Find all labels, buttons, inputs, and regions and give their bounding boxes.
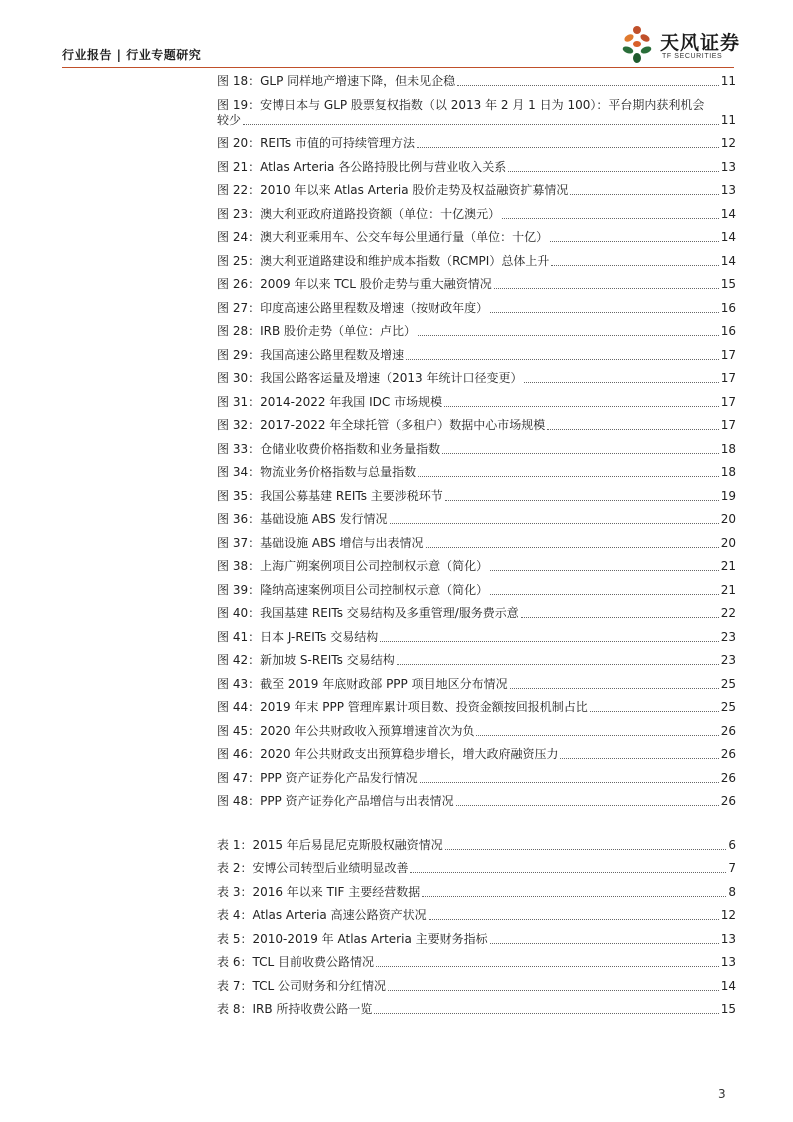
toc-entry-figure-43[interactable] bbox=[217, 677, 736, 692]
dot-leader bbox=[406, 359, 719, 360]
toc-entry-label: 图 32：2017-2022 年全球托管（多租户）数据中心市场规模 bbox=[217, 418, 546, 432]
logo-petal-icon bbox=[620, 24, 654, 66]
toc-page-number: 15 bbox=[720, 1002, 736, 1016]
toc-entry-figure-27[interactable] bbox=[217, 301, 736, 316]
toc-entry-label: 图 41：日本 J-REITs 交易结构 bbox=[217, 629, 379, 644]
toc-page-number: 11 bbox=[720, 74, 736, 88]
dot-leader bbox=[374, 1013, 718, 1014]
toc-page-number: 23 bbox=[720, 629, 736, 644]
toc-page-number: 8 bbox=[728, 884, 736, 899]
toc-entry-label: 表 2：安博公司转型后业绩明显改善 bbox=[217, 861, 409, 875]
toc-entry-figure-34[interactable] bbox=[217, 465, 736, 480]
toc-entry-figure-25[interactable] bbox=[217, 254, 736, 269]
toc-entry-figure-26[interactable] bbox=[217, 277, 736, 292]
toc-page-number: 26 bbox=[720, 723, 736, 738]
toc-entry-figure-45[interactable] bbox=[217, 724, 736, 739]
toc-entry-figure-46[interactable] bbox=[217, 747, 736, 762]
toc-entry-label: 图 34：物流业务价格指数与总量指数 bbox=[217, 465, 417, 479]
dot-leader bbox=[410, 872, 726, 873]
toc-page-number: 16 bbox=[720, 300, 736, 315]
toc-entry-label: 图 44：2019 年末 PPP 管理库累计项目数、投资金额按回报机制占比 bbox=[217, 700, 588, 714]
toc-entry-label: 图 18：GLP 同样地产增速下降，但未见企稳 bbox=[217, 74, 456, 88]
toc-entry-label: 图 39：隆纳高速案例项目公司控制权示意（简化） bbox=[217, 582, 489, 597]
toc-entry-label: 表 1：2015 年后易昆尼克斯股权融资情况 bbox=[217, 837, 443, 852]
logo-english-name: TF SECURITIES bbox=[662, 53, 723, 60]
toc-entry-label: 图 48：PPP 资产证券化产品增信与出表情况 bbox=[217, 794, 454, 808]
figure-list bbox=[217, 74, 736, 809]
toc-entry-table-4[interactable] bbox=[217, 908, 736, 923]
dot-leader bbox=[560, 758, 718, 759]
dot-leader bbox=[418, 476, 719, 477]
toc-entry-figure-37[interactable] bbox=[217, 536, 736, 551]
dot-leader bbox=[388, 990, 719, 991]
dot-leader bbox=[490, 943, 719, 944]
dot-leader bbox=[457, 85, 719, 86]
toc-entry-figure-31[interactable] bbox=[217, 395, 736, 410]
toc-entry-figure-30[interactable] bbox=[217, 371, 736, 386]
toc-entry-label: 图 37：基础设施 ABS 增信与出表情况 bbox=[217, 535, 424, 550]
page-header bbox=[0, 0, 793, 70]
toc-entry-label: 图 35：我国公募基建 REITs 主要涉税环节 bbox=[217, 488, 443, 503]
toc-entry-figure-36[interactable] bbox=[217, 512, 736, 527]
company-logo bbox=[620, 24, 740, 66]
toc-page-number: 26 bbox=[720, 770, 736, 785]
dot-leader bbox=[420, 782, 719, 783]
toc-entry-label: 表 3：2016 年以来 TIF 主要经营数据 bbox=[217, 884, 421, 899]
toc-entry-label: 图 40：我国基建 REITs 交易结构及多重管理/服务费示意 bbox=[217, 606, 519, 620]
toc-page-number: 15 bbox=[720, 277, 736, 291]
dot-leader bbox=[494, 288, 719, 289]
toc-entry-label: 图 29：我国高速公路里程数及增速 bbox=[217, 347, 405, 362]
dot-leader bbox=[456, 805, 719, 806]
toc-entry-table-7[interactable] bbox=[217, 979, 736, 994]
logo-company-name: 天风证券 bbox=[660, 32, 741, 54]
dot-leader bbox=[524, 382, 718, 383]
dot-leader bbox=[380, 641, 719, 642]
toc-entry-label: 图 46：2020 年公共财政支出预算稳步增长，增大政府融资压力 bbox=[217, 747, 559, 761]
dot-leader bbox=[445, 500, 719, 501]
toc-entry-table-6[interactable] bbox=[217, 955, 736, 970]
toc-page-number: 25 bbox=[720, 700, 736, 714]
toc-entry-figure-47[interactable] bbox=[217, 771, 736, 786]
page-number: 3 bbox=[718, 1087, 726, 1101]
toc-entry-label: 图 20：REITs 市值的可持续管理方法 bbox=[217, 136, 415, 150]
toc-page-number: 17 bbox=[720, 371, 736, 385]
toc-entry-table-8[interactable] bbox=[217, 1002, 736, 1017]
toc-entry-label: 图 47：PPP 资产证券化产品发行情况 bbox=[217, 770, 418, 785]
toc-page-number: 25 bbox=[720, 676, 736, 691]
dot-leader bbox=[376, 966, 719, 967]
toc-entry-label: 图 23：澳大利亚政府道路投资额（单位：十亿澳元） bbox=[217, 206, 501, 221]
dot-leader bbox=[243, 124, 719, 125]
toc-entry-label: 图 43：截至 2019 年底财政部 PPP 项目地区分布情况 bbox=[217, 676, 508, 691]
toc-entry-label: 表 5：2010-2019 年 Atlas Arteria 主要财务指标 bbox=[217, 931, 488, 946]
toc-page-number: 21 bbox=[720, 582, 736, 597]
dot-leader bbox=[590, 711, 719, 712]
header-divider bbox=[62, 67, 734, 68]
toc-entry-figure-18[interactable] bbox=[217, 74, 736, 89]
toc-page-number: 17 bbox=[720, 394, 736, 409]
dot-leader bbox=[502, 218, 719, 219]
dot-leader bbox=[551, 265, 718, 266]
toc-page-number: 7 bbox=[728, 861, 736, 875]
toc-entry-figure-23[interactable] bbox=[217, 207, 736, 222]
toc-page-number: 26 bbox=[720, 747, 736, 761]
dot-leader bbox=[422, 896, 726, 897]
dot-leader bbox=[570, 194, 718, 195]
toc-entry-label-continued: 较少 bbox=[217, 112, 242, 127]
dot-leader bbox=[510, 688, 719, 689]
toc-page-number: 12 bbox=[720, 908, 736, 922]
toc-entry-label: 表 7：TCL 公司财务和分红情况 bbox=[217, 978, 386, 993]
toc-entry-figure-33[interactable] bbox=[217, 442, 736, 457]
toc-entry-label: 图 21：Atlas Arteria 各公路持股比例与营业收入关系 bbox=[217, 159, 507, 174]
toc-entry-figure-38[interactable] bbox=[217, 559, 736, 574]
toc-entry-figure-21[interactable] bbox=[217, 160, 736, 175]
toc-entry-label: 图 36：基础设施 ABS 发行情况 bbox=[217, 512, 388, 526]
toc-entry-label: 图 30：我国公路客运量及增速（2013 年统计口径变更） bbox=[217, 371, 523, 385]
toc-entry-label: 图 24：澳大利亚乘用车、公交车每公里通行量（单位：十亿） bbox=[217, 230, 549, 244]
toc-page-number: 16 bbox=[720, 324, 736, 338]
toc-entry-figure-40[interactable] bbox=[217, 606, 736, 621]
toc-entry-label: 表 4：Atlas Arteria 高速公路资产状况 bbox=[217, 908, 427, 922]
toc-page-number: 19 bbox=[720, 488, 736, 503]
toc-entry-label: 图 25：澳大利亚道路建设和维护成本指数（RCMPI）总体上升 bbox=[217, 253, 550, 268]
dot-leader bbox=[442, 453, 719, 454]
toc-page-number: 23 bbox=[720, 653, 736, 667]
toc-entry-figure-19[interactable] bbox=[217, 98, 736, 128]
dot-leader bbox=[445, 849, 727, 850]
table-of-contents bbox=[217, 74, 736, 1026]
dot-leader bbox=[490, 570, 719, 571]
toc-entry-label: 图 38：上海广朔案例项目公司控制权示意（简化） bbox=[217, 559, 489, 573]
dot-leader bbox=[397, 664, 719, 665]
toc-page-number: 17 bbox=[720, 347, 736, 362]
toc-entry-figure-35[interactable] bbox=[217, 489, 736, 504]
dot-leader bbox=[417, 147, 719, 148]
dot-leader bbox=[426, 547, 719, 548]
toc-page-number: 13 bbox=[720, 159, 736, 174]
toc-page-number: 22 bbox=[720, 606, 736, 620]
toc-entry-figure-42[interactable] bbox=[217, 653, 736, 668]
toc-page-number: 13 bbox=[720, 183, 736, 197]
dot-leader bbox=[490, 594, 719, 595]
toc-page-number: 13 bbox=[720, 955, 736, 969]
toc-entry-figure-48[interactable] bbox=[217, 794, 736, 809]
toc-entry-figure-39[interactable] bbox=[217, 583, 736, 598]
toc-entry-table-2[interactable] bbox=[217, 861, 736, 876]
dot-leader bbox=[508, 171, 719, 172]
toc-entry-label: 图 45：2020 年公共财政收入预算增速首次为负 bbox=[217, 723, 475, 738]
dot-leader bbox=[390, 523, 719, 524]
toc-entry-label: 表 6：TCL 目前收费公路情况 bbox=[217, 955, 374, 969]
toc-page-number: 12 bbox=[720, 136, 736, 150]
toc-entry-label: 图 33：仓储业收费价格指数和业务量指数 bbox=[217, 441, 441, 456]
toc-page-number: 14 bbox=[720, 253, 736, 268]
dot-leader bbox=[550, 241, 719, 242]
toc-page-number: 18 bbox=[720, 465, 736, 479]
toc-page-number: 20 bbox=[720, 535, 736, 550]
toc-page-number: 6 bbox=[728, 837, 736, 852]
toc-page-number: 26 bbox=[720, 794, 736, 808]
toc-entry-table-5[interactable] bbox=[217, 932, 736, 947]
toc-entry-label: 图 28：IRB 股价走势（单位：卢比） bbox=[217, 324, 417, 338]
toc-entry-label: 图 22：2010 年以来 Atlas Arteria 股价走势及权益融资扩募情况 bbox=[217, 183, 569, 197]
toc-entry-label: 图 31：2014-2022 年我国 IDC 市场规模 bbox=[217, 394, 443, 409]
toc-page-number: 13 bbox=[720, 931, 736, 946]
toc-entry-label: 图 26：2009 年以来 TCL 股价走势与重大融资情况 bbox=[217, 277, 492, 291]
toc-entry-figure-28[interactable] bbox=[217, 324, 736, 339]
toc-entry-figure-29[interactable] bbox=[217, 348, 736, 363]
toc-page-number: 11 bbox=[720, 112, 736, 127]
dot-leader bbox=[490, 312, 719, 313]
table-list bbox=[217, 838, 736, 1018]
toc-entry-table-1[interactable] bbox=[217, 838, 736, 853]
dot-leader bbox=[444, 406, 719, 407]
toc-entry-figure-22[interactable] bbox=[217, 183, 736, 198]
section-gap bbox=[217, 818, 736, 838]
toc-page-number: 14 bbox=[720, 206, 736, 221]
report-category: 行业报告 | 行业专题研究 bbox=[62, 48, 202, 62]
toc-entry-figure-41[interactable] bbox=[217, 630, 736, 645]
toc-entry-label: 图 27：印度高速公路里程数及增速（按财政年度） bbox=[217, 300, 489, 315]
dot-leader bbox=[521, 617, 719, 618]
dot-leader bbox=[547, 429, 718, 430]
toc-page-number: 17 bbox=[720, 418, 736, 432]
toc-page-number: 18 bbox=[720, 441, 736, 456]
toc-entry-label: 表 8：IRB 所持收费公路一览 bbox=[217, 1002, 373, 1016]
dot-leader bbox=[429, 919, 719, 920]
toc-page-number: 20 bbox=[720, 512, 736, 526]
toc-page-number: 14 bbox=[720, 978, 736, 993]
toc-entry-label: 图 19：安博日本与 GLP 股票复权指数（以 2013 年 2 月 1 日为 100）：平台期内获利机会 bbox=[217, 97, 705, 112]
toc-entry-figure-32[interactable] bbox=[217, 418, 736, 433]
dot-leader bbox=[418, 335, 719, 336]
toc-entry-label: 图 42：新加坡 S-REITs 交易结构 bbox=[217, 653, 395, 667]
toc-entry-figure-44[interactable] bbox=[217, 700, 736, 715]
toc-entry-figure-20[interactable] bbox=[217, 136, 736, 151]
toc-entry-table-3[interactable] bbox=[217, 885, 736, 900]
toc-page-number: 21 bbox=[720, 559, 736, 573]
toc-page-number: 14 bbox=[720, 230, 736, 244]
toc-entry-figure-24[interactable] bbox=[217, 230, 736, 245]
dot-leader bbox=[476, 735, 718, 736]
